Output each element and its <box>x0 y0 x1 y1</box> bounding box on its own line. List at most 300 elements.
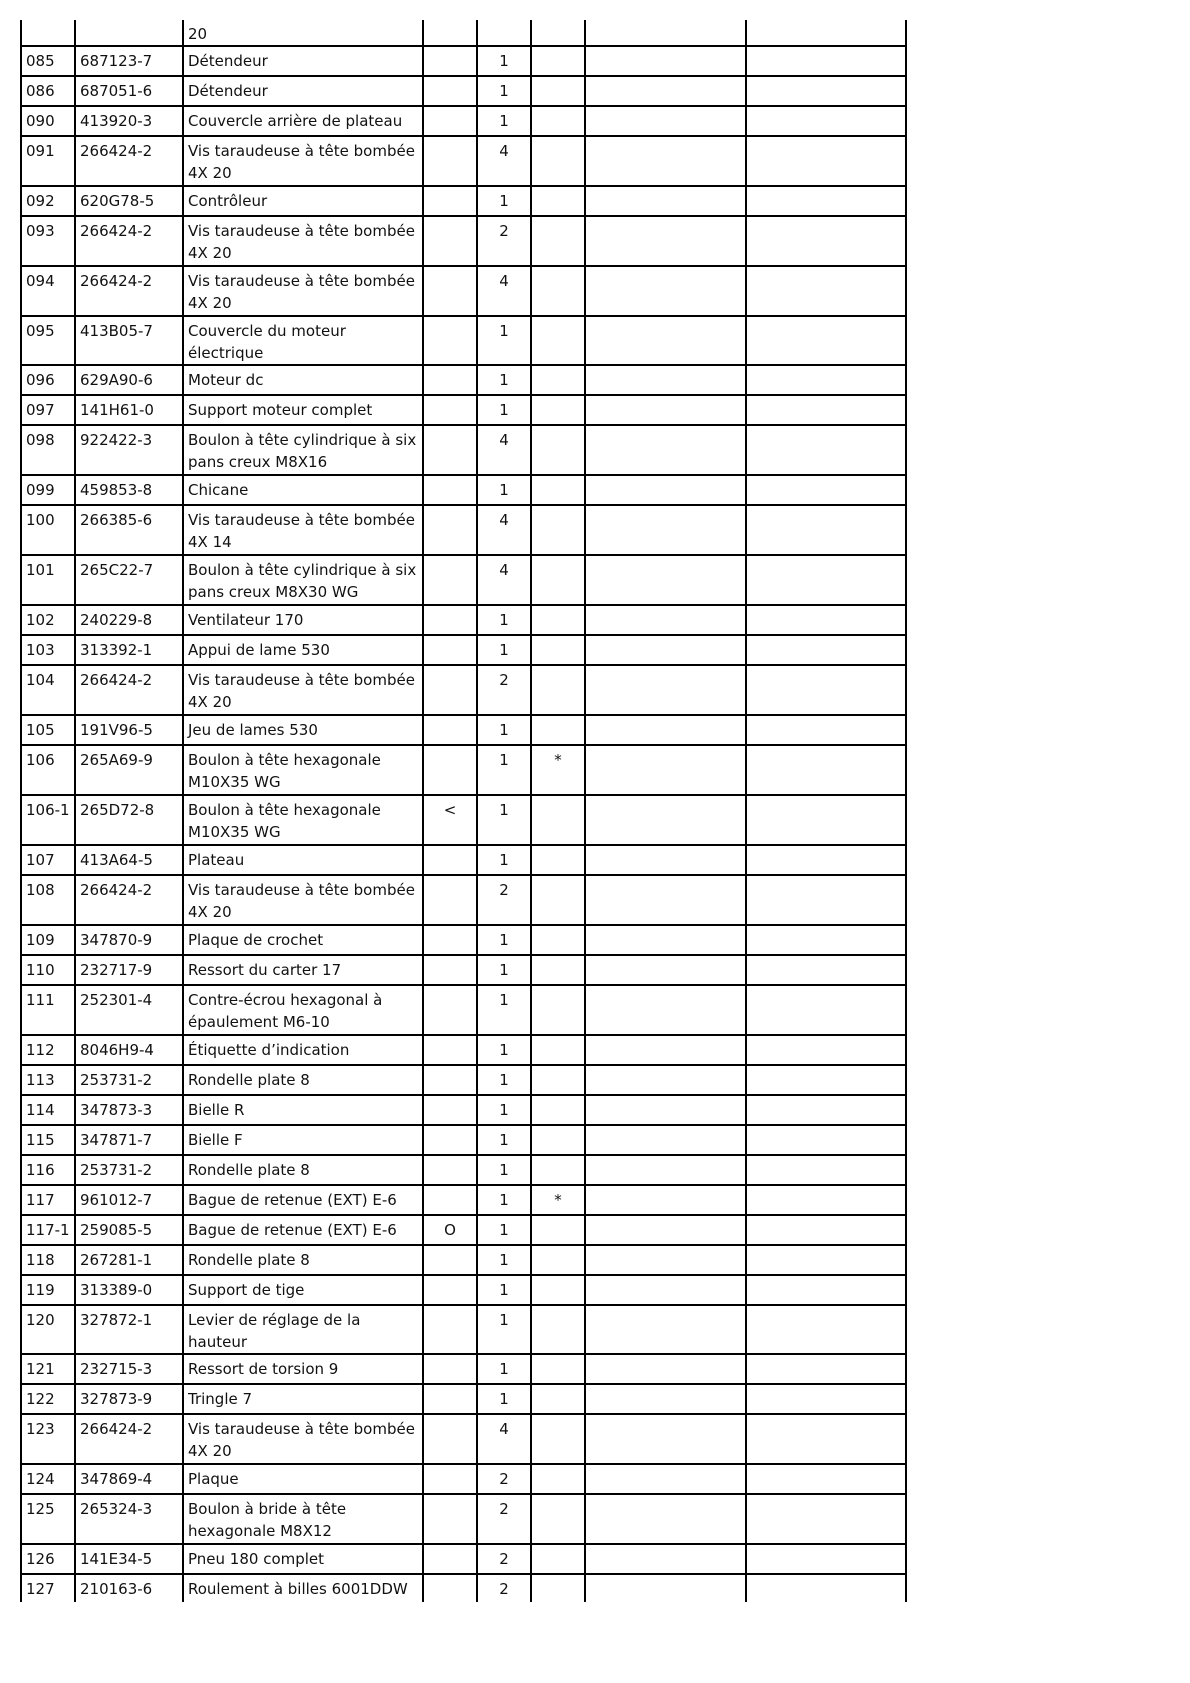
table-row <box>21 1494 906 1544</box>
empty-cell <box>585 1275 746 1305</box>
empty-cell <box>585 1305 746 1354</box>
marker-cell <box>531 1065 585 1095</box>
part-number-cell: 413A64-5 <box>75 845 183 875</box>
description-cell: Boulon à tête hexagonale M10X35 WG <box>183 745 423 795</box>
empty-cell <box>746 475 906 505</box>
empty-cell <box>585 745 746 795</box>
flag-cell <box>423 1494 477 1544</box>
part-number-cell: 266424-2 <box>75 216 183 266</box>
flag-cell <box>423 1275 477 1305</box>
part-number-cell: 922422-3 <box>75 425 183 475</box>
empty-cell <box>746 76 906 106</box>
flag-cell <box>423 1155 477 1185</box>
quantity-cell: 1 <box>477 635 531 665</box>
empty-cell <box>585 505 746 555</box>
part-number-cell: 313392-1 <box>75 635 183 665</box>
empty-cell <box>585 475 746 505</box>
item-number-cell: 105 <box>21 715 75 745</box>
description-cell: Couvercle arrière de plateau <box>183 106 423 136</box>
quantity-cell: 4 <box>477 425 531 475</box>
part-number-cell: 347871-7 <box>75 1125 183 1155</box>
quantity-cell: 1 <box>477 795 531 845</box>
empty-cell <box>585 925 746 955</box>
description-cell: Vis taraudeuse à tête bombée 4X 20 <box>183 136 423 186</box>
quantity-cell: 1 <box>477 186 531 216</box>
table-row <box>21 1574 906 1602</box>
empty-cell <box>746 186 906 216</box>
parts-table <box>20 20 907 1602</box>
table-row <box>21 216 906 266</box>
part-number-cell: 265A69-9 <box>75 745 183 795</box>
part-number-cell: 459853-8 <box>75 475 183 505</box>
flag-cell <box>423 1574 477 1602</box>
marker-cell <box>531 1354 585 1384</box>
part-number-cell: 327872-1 <box>75 1305 183 1354</box>
empty-cell <box>746 745 906 795</box>
flag-cell <box>423 1544 477 1574</box>
description-cell: Pneu 180 complet <box>183 1544 423 1574</box>
table-row <box>21 715 906 745</box>
quantity-cell: 1 <box>477 1035 531 1065</box>
flag-cell: < <box>423 795 477 845</box>
quantity-cell: 2 <box>477 875 531 925</box>
flag-cell <box>423 186 477 216</box>
empty-cell <box>746 845 906 875</box>
flag-cell <box>423 845 477 875</box>
quantity-cell: 1 <box>477 395 531 425</box>
flag-cell <box>423 106 477 136</box>
quantity-cell: 2 <box>477 1494 531 1544</box>
marker-cell <box>531 665 585 715</box>
empty-cell <box>585 365 746 395</box>
part-number-cell: 347873-3 <box>75 1095 183 1125</box>
flag-cell <box>423 395 477 425</box>
part-number-cell: 266424-2 <box>75 875 183 925</box>
table-row <box>21 1185 906 1215</box>
marker-cell <box>531 875 585 925</box>
marker-cell <box>531 955 585 985</box>
part-number-cell: 265D72-8 <box>75 795 183 845</box>
empty-cell <box>746 795 906 845</box>
empty-cell <box>746 46 906 76</box>
description-cell: Couvercle du moteur électrique <box>183 316 423 365</box>
item-number-cell: 108 <box>21 875 75 925</box>
item-number-cell: 124 <box>21 1464 75 1494</box>
marker-cell <box>531 715 585 745</box>
part-number-cell <box>75 20 183 46</box>
table-row <box>21 136 906 186</box>
description-cell: Vis taraudeuse à tête bombée 4X 20 <box>183 875 423 925</box>
empty-cell <box>585 1035 746 1065</box>
quantity-cell: 1 <box>477 1384 531 1414</box>
empty-cell <box>746 365 906 395</box>
description-cell: Rondelle plate 8 <box>183 1245 423 1275</box>
empty-cell <box>746 216 906 266</box>
description-cell: Support moteur complet <box>183 395 423 425</box>
marker-cell <box>531 1414 585 1464</box>
flag-cell <box>423 715 477 745</box>
table-row <box>21 845 906 875</box>
item-number-cell: 113 <box>21 1065 75 1095</box>
flag-cell <box>423 1384 477 1414</box>
table-row <box>21 505 906 555</box>
part-number-cell: 240229-8 <box>75 605 183 635</box>
marker-cell <box>531 605 585 635</box>
description-cell: Chicane <box>183 475 423 505</box>
quantity-cell: 1 <box>477 605 531 635</box>
flag-cell <box>423 1065 477 1095</box>
table-row <box>21 1384 906 1414</box>
description-cell: Bielle F <box>183 1125 423 1155</box>
table-row <box>21 316 906 365</box>
empty-cell <box>746 1384 906 1414</box>
item-number-cell: 107 <box>21 845 75 875</box>
empty-cell <box>585 605 746 635</box>
empty-cell <box>585 795 746 845</box>
quantity-cell: 2 <box>477 1464 531 1494</box>
table-row <box>21 186 906 216</box>
flag-cell <box>423 76 477 106</box>
empty-cell <box>585 1095 746 1125</box>
marker-cell <box>531 1125 585 1155</box>
quantity-cell: 1 <box>477 1305 531 1354</box>
empty-cell <box>746 1544 906 1574</box>
flag-cell <box>423 1464 477 1494</box>
marker-cell <box>531 186 585 216</box>
description-cell: Détendeur <box>183 76 423 106</box>
part-number-cell: 210163-6 <box>75 1574 183 1602</box>
description-cell: Vis taraudeuse à tête bombée 4X 20 <box>183 216 423 266</box>
item-number-cell: 126 <box>21 1544 75 1574</box>
marker-cell <box>531 795 585 845</box>
part-number-cell: 347869-4 <box>75 1464 183 1494</box>
empty-cell <box>585 1354 746 1384</box>
marker-cell <box>531 1035 585 1065</box>
flag-cell <box>423 216 477 266</box>
description-cell: Détendeur <box>183 46 423 76</box>
marker-cell <box>531 216 585 266</box>
flag-cell <box>423 745 477 795</box>
marker-cell <box>531 20 585 46</box>
empty-cell <box>746 1245 906 1275</box>
quantity-cell: 4 <box>477 505 531 555</box>
part-number-cell: 253731-2 <box>75 1065 183 1095</box>
description-cell: Vis taraudeuse à tête bombée 4X 20 <box>183 1414 423 1464</box>
description-cell: Contre-écrou hexagonal à épaulement M6-10 <box>183 985 423 1035</box>
empty-cell <box>746 1035 906 1065</box>
table-row <box>21 795 906 845</box>
quantity-cell: 1 <box>477 1065 531 1095</box>
part-number-cell: 232715-3 <box>75 1354 183 1384</box>
part-number-cell: 347870-9 <box>75 925 183 955</box>
marker-cell <box>531 1095 585 1125</box>
part-number-cell: 327873-9 <box>75 1384 183 1414</box>
table-row <box>21 1035 906 1065</box>
marker-cell <box>531 106 585 136</box>
item-number-cell: 117 <box>21 1185 75 1215</box>
empty-cell <box>585 665 746 715</box>
quantity-cell: 1 <box>477 1245 531 1275</box>
empty-cell <box>746 1185 906 1215</box>
table-row <box>21 1354 906 1384</box>
empty-cell <box>746 665 906 715</box>
marker-cell <box>531 925 585 955</box>
table-row <box>21 875 906 925</box>
flag-cell <box>423 605 477 635</box>
part-number-cell: 252301-4 <box>75 985 183 1035</box>
quantity-cell: 1 <box>477 845 531 875</box>
empty-cell <box>746 1095 906 1125</box>
flag-cell: O <box>423 1215 477 1245</box>
marker-cell <box>531 1494 585 1544</box>
table-row <box>21 395 906 425</box>
marker-cell <box>531 1305 585 1354</box>
item-number-cell: 111 <box>21 985 75 1035</box>
item-number-cell: 120 <box>21 1305 75 1354</box>
part-number-cell: 266385-6 <box>75 505 183 555</box>
table-row <box>21 475 906 505</box>
part-number-cell: 266424-2 <box>75 665 183 715</box>
item-number-cell: 117-1 <box>21 1215 75 1245</box>
description-cell: Rondelle plate 8 <box>183 1155 423 1185</box>
item-number-cell: 114 <box>21 1095 75 1125</box>
description-cell: Levier de réglage de la hauteur <box>183 1305 423 1354</box>
flag-cell <box>423 1125 477 1155</box>
table-row <box>21 20 906 46</box>
item-number-cell: 110 <box>21 955 75 985</box>
empty-cell <box>585 1185 746 1215</box>
empty-cell <box>746 1414 906 1464</box>
empty-cell <box>746 1215 906 1245</box>
part-number-cell: 253731-2 <box>75 1155 183 1185</box>
quantity-cell: 1 <box>477 1095 531 1125</box>
item-number-cell <box>21 20 75 46</box>
item-number-cell: 095 <box>21 316 75 365</box>
item-number-cell: 127 <box>21 1574 75 1602</box>
marker-cell <box>531 46 585 76</box>
marker-cell <box>531 395 585 425</box>
flag-cell <box>423 1305 477 1354</box>
empty-cell <box>746 1354 906 1384</box>
item-number-cell: 112 <box>21 1035 75 1065</box>
table-row <box>21 76 906 106</box>
quantity-cell: 1 <box>477 745 531 795</box>
part-number-cell: 266424-2 <box>75 266 183 316</box>
empty-cell <box>585 1215 746 1245</box>
marker-cell <box>531 1155 585 1185</box>
flag-cell <box>423 365 477 395</box>
part-number-cell: 687123-7 <box>75 46 183 76</box>
part-number-cell: 8046H9-4 <box>75 1035 183 1065</box>
item-number-cell: 100 <box>21 505 75 555</box>
item-number-cell: 109 <box>21 925 75 955</box>
quantity-cell <box>477 20 531 46</box>
part-number-cell: 141H61-0 <box>75 395 183 425</box>
part-number-cell: 259085-5 <box>75 1215 183 1245</box>
quantity-cell: 1 <box>477 475 531 505</box>
empty-cell <box>746 136 906 186</box>
marker-cell <box>531 1245 585 1275</box>
flag-cell <box>423 505 477 555</box>
item-number-cell: 094 <box>21 266 75 316</box>
empty-cell <box>746 955 906 985</box>
empty-cell <box>585 20 746 46</box>
quantity-cell: 4 <box>477 555 531 605</box>
part-number-cell: 191V96-5 <box>75 715 183 745</box>
table-row <box>21 1155 906 1185</box>
table-row <box>21 1095 906 1125</box>
marker-cell <box>531 555 585 605</box>
marker-cell <box>531 266 585 316</box>
table-row <box>21 106 906 136</box>
marker-cell <box>531 505 585 555</box>
empty-cell <box>746 395 906 425</box>
empty-cell <box>746 1125 906 1155</box>
description-cell: Appui de lame 530 <box>183 635 423 665</box>
quantity-cell: 1 <box>477 316 531 365</box>
part-number-cell: 620G78-5 <box>75 186 183 216</box>
item-number-cell: 086 <box>21 76 75 106</box>
description-cell: 20 <box>183 20 423 46</box>
description-cell: Boulon à tête cylindrique à six pans creux M8X30 WG <box>183 555 423 605</box>
table-row <box>21 1414 906 1464</box>
table-row <box>21 1215 906 1245</box>
empty-cell <box>585 955 746 985</box>
description-cell: Ressort de torsion 9 <box>183 1354 423 1384</box>
empty-cell <box>746 20 906 46</box>
table-row <box>21 635 906 665</box>
empty-cell <box>585 216 746 266</box>
quantity-cell: 2 <box>477 665 531 715</box>
marker-cell <box>531 1544 585 1574</box>
quantity-cell: 2 <box>477 1544 531 1574</box>
part-number-cell: 961012-7 <box>75 1185 183 1215</box>
marker-cell <box>531 985 585 1035</box>
flag-cell <box>423 955 477 985</box>
description-cell: Plateau <box>183 845 423 875</box>
quantity-cell: 4 <box>477 266 531 316</box>
flag-cell <box>423 1354 477 1384</box>
quantity-cell: 1 <box>477 1215 531 1245</box>
description-cell: Tringle 7 <box>183 1384 423 1414</box>
empty-cell <box>585 106 746 136</box>
empty-cell <box>746 1574 906 1602</box>
table-row <box>21 555 906 605</box>
marker-cell <box>531 1275 585 1305</box>
quantity-cell: 1 <box>477 1155 531 1185</box>
item-number-cell: 106-1 <box>21 795 75 845</box>
item-number-cell: 122 <box>21 1384 75 1414</box>
flag-cell <box>423 1035 477 1065</box>
item-number-cell: 121 <box>21 1354 75 1384</box>
quantity-cell: 1 <box>477 46 531 76</box>
flag-cell <box>423 925 477 955</box>
item-number-cell: 091 <box>21 136 75 186</box>
table-row <box>21 365 906 395</box>
flag-cell <box>423 20 477 46</box>
item-number-cell: 098 <box>21 425 75 475</box>
empty-cell <box>746 1275 906 1305</box>
empty-cell <box>585 845 746 875</box>
empty-cell <box>585 1544 746 1574</box>
table-row <box>21 745 906 795</box>
item-number-cell: 097 <box>21 395 75 425</box>
item-number-cell: 085 <box>21 46 75 76</box>
flag-cell <box>423 985 477 1035</box>
quantity-cell: 1 <box>477 1185 531 1215</box>
flag-cell <box>423 875 477 925</box>
table-row <box>21 1125 906 1155</box>
table-row <box>21 46 906 76</box>
part-number-cell: 413920-3 <box>75 106 183 136</box>
item-number-cell: 093 <box>21 216 75 266</box>
marker-cell <box>531 1215 585 1245</box>
item-number-cell: 103 <box>21 635 75 665</box>
quantity-cell: 4 <box>477 1414 531 1464</box>
empty-cell <box>746 1155 906 1185</box>
quantity-cell: 1 <box>477 715 531 745</box>
quantity-cell: 1 <box>477 365 531 395</box>
empty-cell <box>585 875 746 925</box>
empty-cell <box>585 1574 746 1602</box>
table-row <box>21 1544 906 1574</box>
item-number-cell: 106 <box>21 745 75 795</box>
part-number-cell: 266424-2 <box>75 136 183 186</box>
empty-cell <box>585 1065 746 1095</box>
quantity-cell: 1 <box>477 106 531 136</box>
empty-cell <box>746 635 906 665</box>
flag-cell <box>423 635 477 665</box>
item-number-cell: 101 <box>21 555 75 605</box>
table-row <box>21 1305 906 1354</box>
marker-cell <box>531 1464 585 1494</box>
empty-cell <box>585 46 746 76</box>
flag-cell <box>423 1414 477 1464</box>
empty-cell <box>746 1065 906 1095</box>
description-cell: Plaque de crochet <box>183 925 423 955</box>
description-cell: Bielle R <box>183 1095 423 1125</box>
description-cell: Plaque <box>183 1464 423 1494</box>
description-cell: Support de tige <box>183 1275 423 1305</box>
description-cell: Bague de retenue (EXT) E-6 <box>183 1215 423 1245</box>
item-number-cell: 123 <box>21 1414 75 1464</box>
description-cell: Ressort du carter 17 <box>183 955 423 985</box>
item-number-cell: 099 <box>21 475 75 505</box>
flag-cell <box>423 316 477 365</box>
empty-cell <box>746 555 906 605</box>
empty-cell <box>746 925 906 955</box>
description-cell: Bague de retenue (EXT) E-6 <box>183 1185 423 1215</box>
item-number-cell: 104 <box>21 665 75 715</box>
empty-cell <box>585 1414 746 1464</box>
empty-cell <box>585 1245 746 1275</box>
empty-cell <box>746 715 906 745</box>
empty-cell <box>585 1125 746 1155</box>
empty-cell <box>585 1155 746 1185</box>
flag-cell <box>423 475 477 505</box>
marker-cell <box>531 425 585 475</box>
item-number-cell: 090 <box>21 106 75 136</box>
empty-cell <box>746 425 906 475</box>
empty-cell <box>585 1384 746 1414</box>
marker-cell <box>531 136 585 186</box>
quantity-cell: 2 <box>477 216 531 266</box>
empty-cell <box>585 425 746 475</box>
quantity-cell: 2 <box>477 1574 531 1602</box>
marker-cell: * <box>531 745 585 795</box>
table-row <box>21 985 906 1035</box>
flag-cell <box>423 425 477 475</box>
